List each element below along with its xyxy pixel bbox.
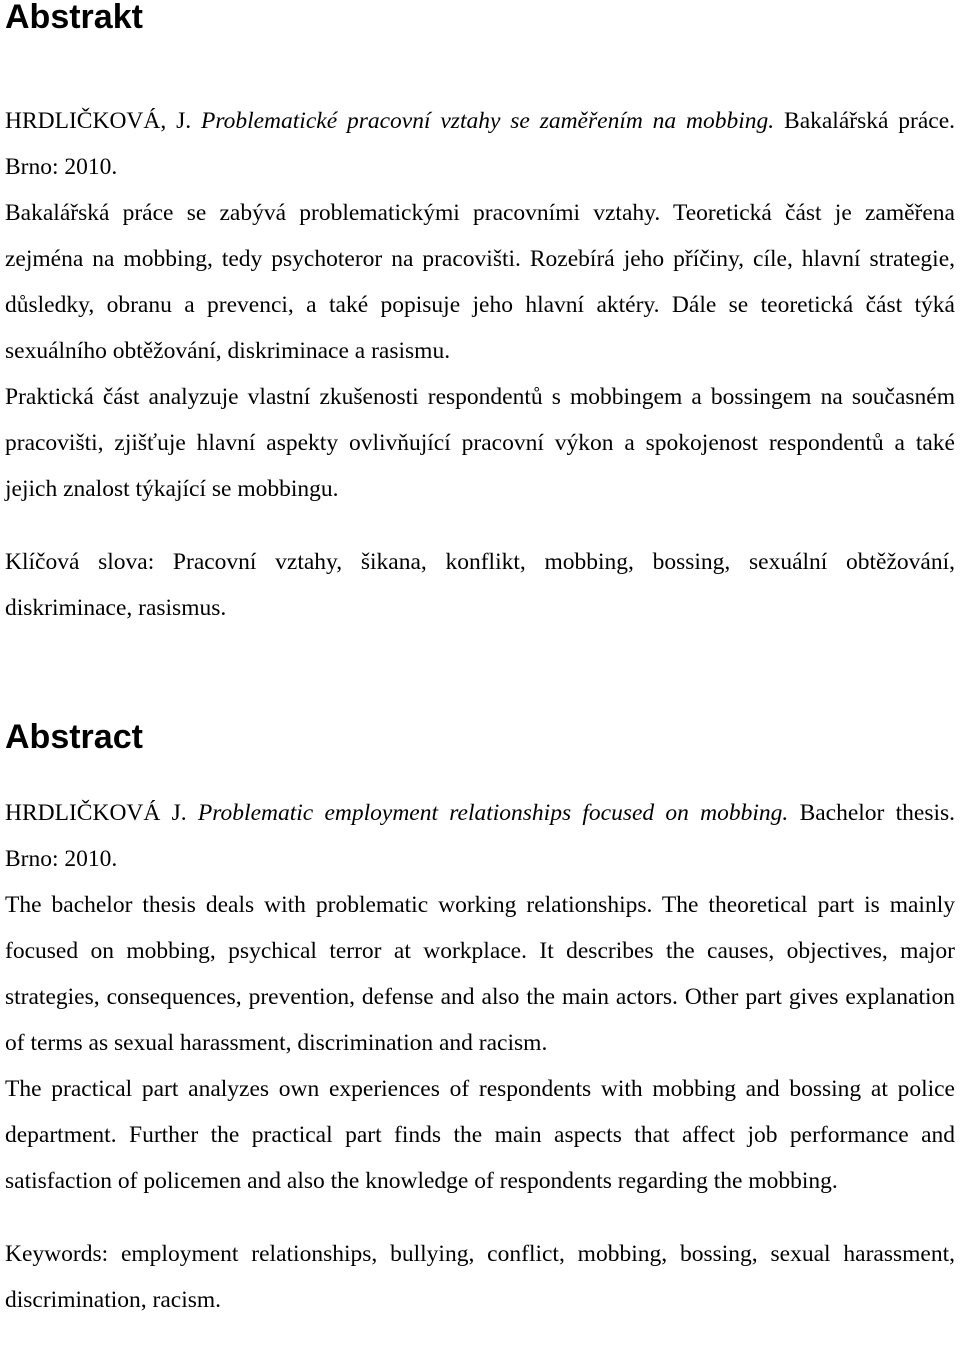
reference-title: Problematic employment relationships focused on mobbing.: [197, 800, 789, 826]
heading-abstrakt: Abstrakt: [5, 0, 143, 36]
reference-english: [5, 790, 955, 882]
reference-details: Bachelor thesis. Brno: 2010.: [5, 800, 956, 872]
reference-authors: HRDLIČKOVÁ, J.: [5, 108, 192, 134]
abstract-paragraph-czech-2: Praktická část analyzuje vlastní zkušenosti respondentů s mobbingem a bossingem na současném pracovišti, zjišťuje hlavní aspekty ovlivňující pracovní výkon a spokojenost respondentů a také jejich znalost týkající se mobbingu.: [5, 384, 955, 502]
abstract-paragraph-czech-1: Bakalářská práce se zabývá problematickými pracovními vztahy. Teoretická část je zaměřena zejména na mobbing, tedy psychoteror na pracovišti. Rozebírá jeho příčiny, cíle, hlavní strategie, důsledky, obranu a prevenci, a také popisuje jeho hlavní aktéry. Dále se teoretická část týká sexuálního obtěžování, diskriminace a rasismu.: [5, 200, 955, 364]
heading-abstract: Abstract: [5, 718, 143, 756]
keywords-english: Keywords: employment relationships, bullying, conflict, mobbing, bossing, sexual harassment, discrimination, racism.: [5, 1241, 955, 1313]
keywords-czech: Klíčová slova: Pracovní vztahy, šikana, konflikt, mobbing, bossing, sexuální obtěžování, diskriminace, rasismus.: [5, 549, 955, 621]
reference-czech: [5, 98, 955, 190]
abstract-paragraph-english-1: The bachelor thesis deals with problematic working relationships. The theoretical part is mainly focused on mobbing, psychical terror at workplace. It describes the causes, objectives, major strategies, consequences, prevention, defense and also the main actors. Other part gives explanation of terms as sexual harassment, discrimination and racism.: [5, 892, 955, 1056]
document-page: [5, 0, 955, 1323]
reference-authors: HRDLIČKOVÁ J.: [5, 800, 187, 826]
abstract-paragraph-english-2: The practical part analyzes own experiences of respondents with mobbing and bossing at police department. Further the practical part finds the main aspects that affect job performance and satisfaction of policemen and also the knowledge of respondents regarding the mobbing.: [5, 1076, 955, 1194]
reference-details: Bakalářská práce. Brno: 2010.: [5, 108, 956, 180]
reference-title: Problematické pracovní vztahy se zaměřením na mobbing.: [200, 108, 775, 134]
